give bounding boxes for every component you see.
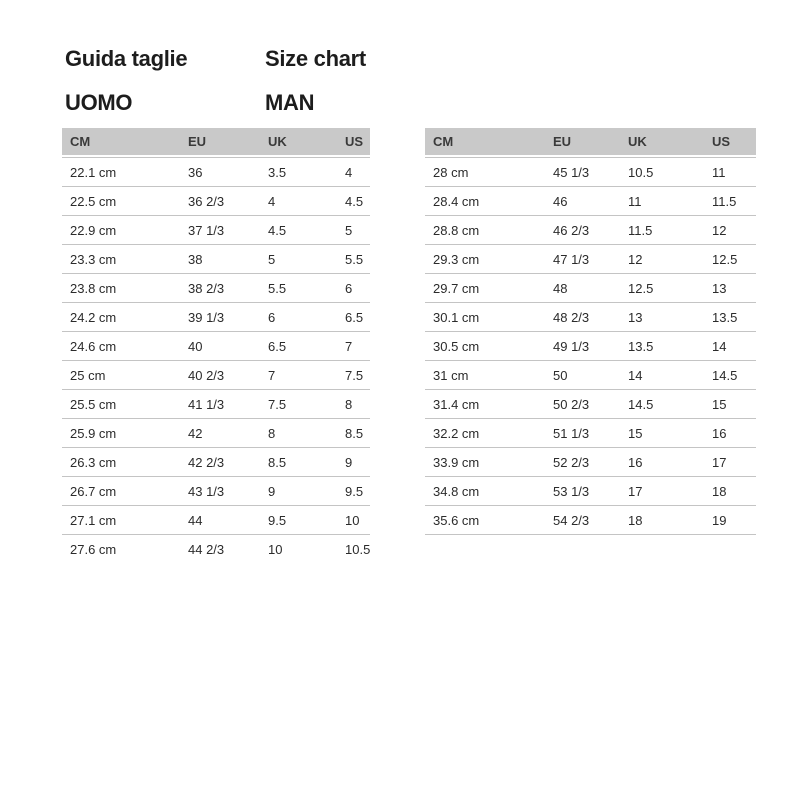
cell-uk: 16 [628, 454, 643, 470]
cell-uk: 11.5 [628, 222, 653, 238]
cell-cm: 26.3 cm [70, 454, 117, 470]
cell-eu: 49 1/3 [553, 338, 590, 354]
subtitle-gender-english: MAN [265, 90, 315, 115]
cell-us: 6 [345, 280, 353, 296]
cell-uk: 4.5 [268, 222, 287, 238]
cell-us: 14.5 [712, 367, 738, 383]
cell-cm: 31.4 cm [433, 396, 480, 412]
table-row [62, 157, 370, 186]
table-row [425, 476, 756, 505]
cell-cm: 32.2 cm [433, 425, 480, 441]
cell-us: 17 [712, 454, 727, 470]
cell-eu: 48 2/3 [553, 309, 590, 325]
cell-us: 5 [345, 222, 353, 238]
cell-cm: 23.8 cm [70, 280, 117, 296]
cell-cm: 23.3 cm [70, 251, 117, 267]
cell-eu: 41 1/3 [188, 396, 225, 412]
table-row [425, 389, 756, 418]
table-row [62, 418, 370, 447]
table-row [62, 302, 370, 331]
cell-cm: 27.1 cm [70, 512, 117, 528]
cell-us: 19 [712, 512, 727, 528]
cell-cm: 29.7 cm [433, 280, 480, 296]
cell-uk: 8 [268, 425, 276, 441]
table-row [425, 505, 756, 534]
table-row [425, 360, 756, 389]
table-row [425, 447, 756, 476]
table-row [62, 505, 370, 534]
cell-uk: 6 [268, 309, 276, 325]
cell-cm: 27.6 cm [70, 541, 117, 557]
table-row [425, 302, 756, 331]
cell-cm: 28 cm [433, 164, 469, 180]
cell-cm: 33.9 cm [433, 454, 480, 470]
table-row [425, 215, 756, 244]
column-header-eu: EU [188, 134, 207, 149]
cell-us: 16 [712, 425, 727, 441]
cell-cm: 22.1 cm [70, 164, 117, 180]
cell-eu: 42 [188, 425, 203, 441]
cell-cm: 29.3 cm [433, 251, 480, 267]
cell-eu: 40 2/3 [188, 367, 225, 383]
size-table-small-sizes [62, 128, 370, 563]
cell-uk: 5 [268, 251, 276, 267]
cell-us: 11.5 [712, 193, 737, 209]
table-row [62, 447, 370, 476]
column-header-uk: UK [628, 134, 647, 149]
cell-cm: 35.6 cm [433, 512, 480, 528]
cell-uk: 9.5 [268, 512, 287, 528]
table-row [425, 418, 756, 447]
table-row [62, 360, 370, 389]
cell-uk: 14.5 [628, 396, 654, 412]
cell-eu: 52 2/3 [553, 454, 590, 470]
cell-us: 8 [345, 396, 353, 412]
cell-eu: 47 1/3 [553, 251, 590, 267]
table-row [62, 186, 370, 215]
cell-uk: 15 [628, 425, 643, 441]
cell-eu: 50 [553, 367, 568, 383]
cell-uk: 17 [628, 483, 643, 499]
cell-us: 6.5 [345, 309, 364, 325]
cell-eu: 50 2/3 [553, 396, 590, 412]
table-body [62, 157, 370, 563]
cell-eu: 44 2/3 [188, 541, 225, 557]
column-header-eu: EU [553, 134, 572, 149]
size-table-large-sizes [425, 128, 756, 535]
table-row [62, 215, 370, 244]
table-body [425, 157, 756, 535]
table-row [425, 244, 756, 273]
cell-cm: 34.8 cm [433, 483, 480, 499]
cell-us: 12.5 [712, 251, 738, 267]
cell-cm: 30.5 cm [433, 338, 480, 354]
cell-us: 9 [345, 454, 353, 470]
cell-us: 12 [712, 222, 727, 238]
cell-eu: 45 1/3 [553, 164, 590, 180]
cell-cm: 24.2 cm [70, 309, 117, 325]
cell-us: 7.5 [345, 367, 364, 383]
cell-uk: 13.5 [628, 338, 654, 354]
cell-uk: 18 [628, 512, 643, 528]
cell-uk: 12 [628, 251, 643, 267]
cell-us: 13 [712, 280, 727, 296]
cell-us: 10.5 [345, 541, 371, 557]
cell-us: 7 [345, 338, 353, 354]
table-row [425, 186, 756, 215]
column-header-cm: CM [70, 134, 91, 149]
cell-eu: 42 2/3 [188, 454, 225, 470]
cell-us: 9.5 [345, 483, 364, 499]
cell-cm: 22.9 cm [70, 222, 117, 238]
cell-uk: 7 [268, 367, 276, 383]
cell-eu: 38 [188, 251, 203, 267]
cell-cm: 25 cm [70, 367, 106, 383]
table-row [62, 534, 370, 563]
cell-uk: 3.5 [268, 164, 287, 180]
cell-uk: 8.5 [268, 454, 287, 470]
cell-uk: 9 [268, 483, 276, 499]
table-row [62, 331, 370, 360]
table-row [425, 331, 756, 360]
cell-eu: 46 2/3 [553, 222, 590, 238]
column-header-us: US [712, 134, 731, 149]
cell-us: 18 [712, 483, 727, 499]
column-header-cm: CM [433, 134, 454, 149]
cell-eu: 43 1/3 [188, 483, 225, 499]
cell-uk: 10 [268, 541, 283, 557]
cell-cm: 25.5 cm [70, 396, 117, 412]
cell-eu: 53 1/3 [553, 483, 590, 499]
cell-us: 4 [345, 164, 353, 180]
table-row [62, 476, 370, 505]
cell-cm: 28.8 cm [433, 222, 480, 238]
cell-eu: 54 2/3 [553, 512, 590, 528]
table-row [425, 273, 756, 302]
cell-eu: 51 1/3 [553, 425, 590, 441]
cell-eu: 36 2/3 [188, 193, 225, 209]
column-header-uk: UK [268, 134, 287, 149]
cell-eu: 37 1/3 [188, 222, 225, 238]
cell-cm: 30.1 cm [433, 309, 480, 325]
table-header-row [425, 128, 756, 155]
cell-cm: 25.9 cm [70, 425, 117, 441]
table-header-row [62, 128, 370, 155]
cell-us: 4.5 [345, 193, 364, 209]
cell-uk: 13 [628, 309, 643, 325]
cell-eu: 36 [188, 164, 203, 180]
title-italian: Guida taglie [65, 46, 188, 71]
cell-eu: 48 [553, 280, 568, 296]
table-row [425, 157, 756, 186]
cell-uk: 4 [268, 193, 276, 209]
cell-uk: 11 [628, 193, 642, 209]
cell-eu: 38 2/3 [188, 280, 225, 296]
cell-us: 14 [712, 338, 727, 354]
table-row [62, 244, 370, 273]
cell-us: 15 [712, 396, 727, 412]
cell-us: 5.5 [345, 251, 364, 267]
cell-uk: 6.5 [268, 338, 287, 354]
column-header-us: US [345, 134, 364, 149]
cell-uk: 14 [628, 367, 643, 383]
cell-cm: 31 cm [433, 367, 469, 383]
subtitle-gender-italian: UOMO [65, 90, 133, 115]
cell-uk: 5.5 [268, 280, 287, 296]
cell-us: 8.5 [345, 425, 364, 441]
cell-cm: 28.4 cm [433, 193, 480, 209]
cell-us: 11 [712, 164, 726, 180]
table-row [62, 273, 370, 302]
cell-eu: 46 [553, 193, 568, 209]
cell-cm: 24.6 cm [70, 338, 117, 354]
cell-uk: 12.5 [628, 280, 654, 296]
cell-uk: 10.5 [628, 164, 654, 180]
cell-eu: 40 [188, 338, 203, 354]
cell-uk: 7.5 [268, 396, 287, 412]
cell-cm: 26.7 cm [70, 483, 117, 499]
cell-eu: 44 [188, 512, 203, 528]
cell-us: 13.5 [712, 309, 738, 325]
cell-us: 10 [345, 512, 360, 528]
title-english: Size chart [265, 46, 366, 71]
cell-eu: 39 1/3 [188, 309, 225, 325]
cell-cm: 22.5 cm [70, 193, 117, 209]
table-row [62, 389, 370, 418]
